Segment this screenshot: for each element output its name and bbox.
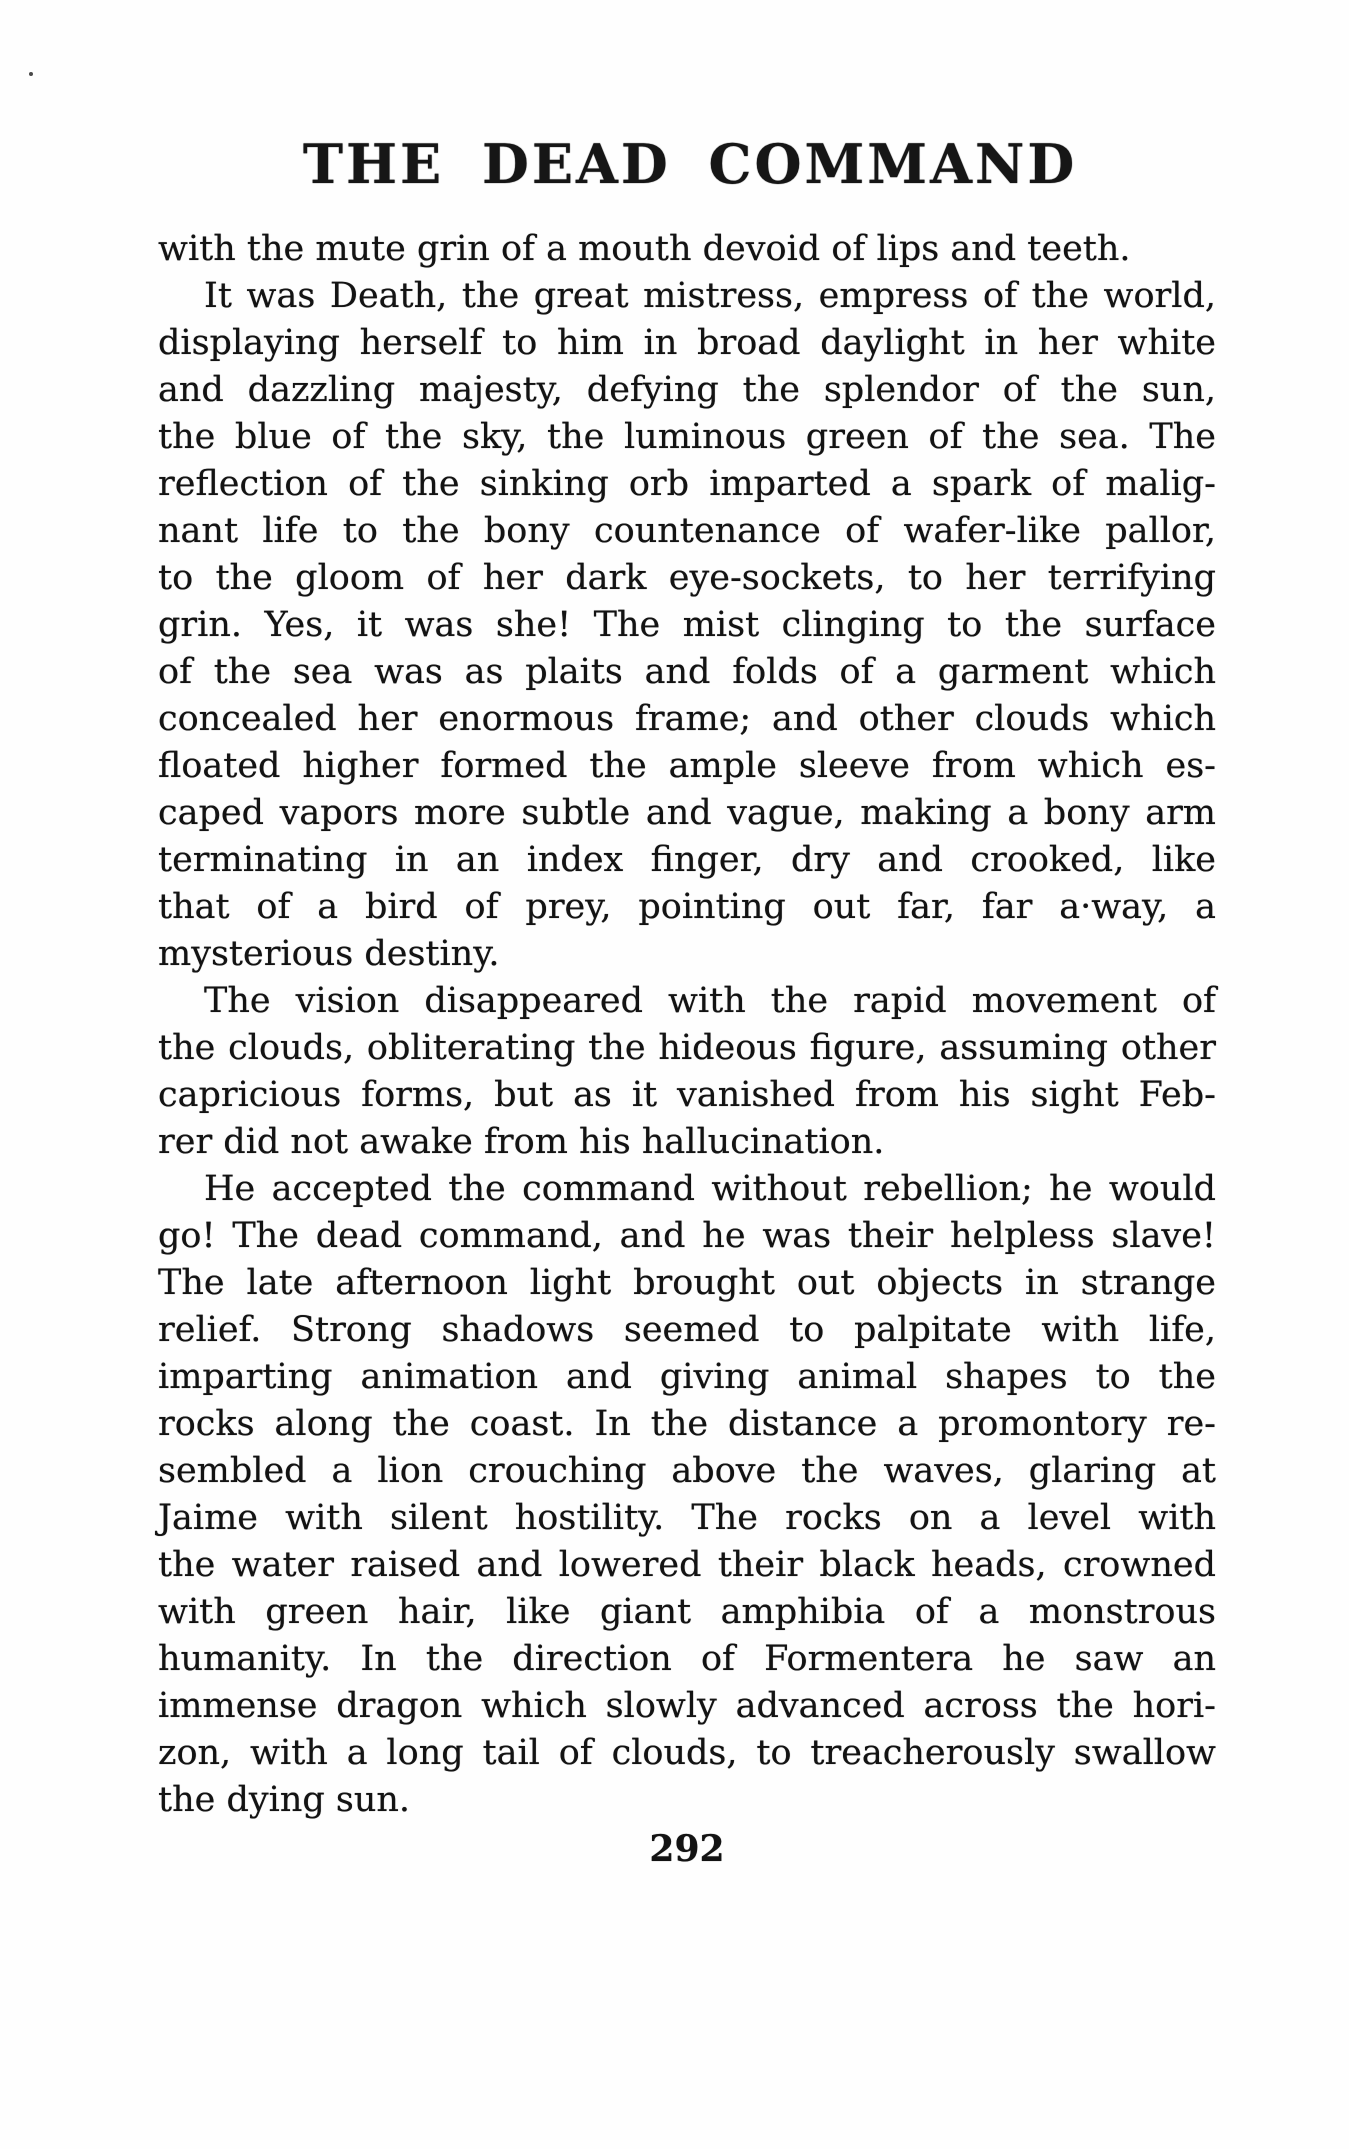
text-line: sembled a lion crouching above the waves, glaring at	[158, 1451, 1216, 1491]
text-line: terminating in an index finger, dry and crooked, like	[158, 840, 1216, 880]
text-line: caped vapors more subtle and vague, making a bony arm	[158, 793, 1216, 833]
text-line: to the gloom of her dark eye-sockets, to her terrifying	[158, 558, 1216, 598]
text-line: the water raised and lowered their black heads, crowned	[158, 1545, 1216, 1585]
text-line: immense dragon which slowly advanced across the hori-	[158, 1686, 1216, 1726]
text-line: zon, with a long tail of clouds, to treacherously swallow	[158, 1733, 1216, 1773]
text-line: capricious forms, but as it vanished from his sight Feb-	[158, 1075, 1216, 1115]
text-line: concealed her enormous frame; and other clouds which	[158, 699, 1216, 739]
text-line: The vision disappeared with the rapid movement of	[204, 981, 1216, 1021]
text-line: with green hair, like giant amphibia of a monstrous	[158, 1592, 1216, 1632]
text-line: rer did not awake from his hallucination.	[158, 1122, 885, 1162]
text-line: the dying sun.	[158, 1780, 411, 1820]
text-line: the blue of the sky, the luminous green of the sea. The	[158, 417, 1216, 457]
text-line: He accepted the command without rebellion; he would	[204, 1169, 1216, 1209]
text-line: humanity. In the direction of Formentera he saw an	[158, 1639, 1216, 1679]
text-line: It was Death, the great mistress, empress of the world,	[204, 276, 1216, 316]
text-line: relief. Strong shadows seemed to palpitate with life,	[158, 1310, 1216, 1350]
text-line: the clouds, obliterating the hideous figure, assuming other	[158, 1028, 1216, 1068]
page-number: 292	[649, 1828, 725, 1870]
text-line: reflection of the sinking orb imparted a spark of malig-	[158, 464, 1216, 504]
text-line: nant life to the bony countenance of wafer-like pallor,	[158, 511, 1216, 551]
text-line: and dazzling majesty, defying the splendor of the sun,	[158, 370, 1216, 410]
scan-artifact-dot	[29, 72, 33, 76]
text-line: Jaime with silent hostility. The rocks on a level with	[158, 1498, 1216, 1538]
text-line: go! The dead command, and he was their helpless slave!	[158, 1216, 1216, 1256]
text-line: that of a bird of prey, pointing out far, far a·way, a	[158, 887, 1216, 927]
text-line: The late afternoon light brought out objects in strange	[158, 1263, 1216, 1303]
text-line: mysterious destiny.	[158, 934, 500, 974]
text-line: imparting animation and giving animal shapes to the	[158, 1357, 1216, 1397]
page-title: THE DEAD COMMAND	[302, 132, 1078, 196]
text-line: rocks along the coast. In the distance a promontory re-	[158, 1404, 1216, 1444]
text-line: of the sea was as plaits and folds of a garment which	[158, 652, 1216, 692]
text-line: grin. Yes, it was she! The mist clinging to the surface	[158, 605, 1216, 645]
text-line: with the mute grin of a mouth devoid of lips and teeth.	[158, 229, 1131, 269]
text-line: floated higher formed the ample sleeve from which es-	[158, 746, 1216, 786]
text-line: displaying herself to him in broad daylight in her white	[158, 323, 1216, 363]
body-text	[158, 226, 1216, 1824]
